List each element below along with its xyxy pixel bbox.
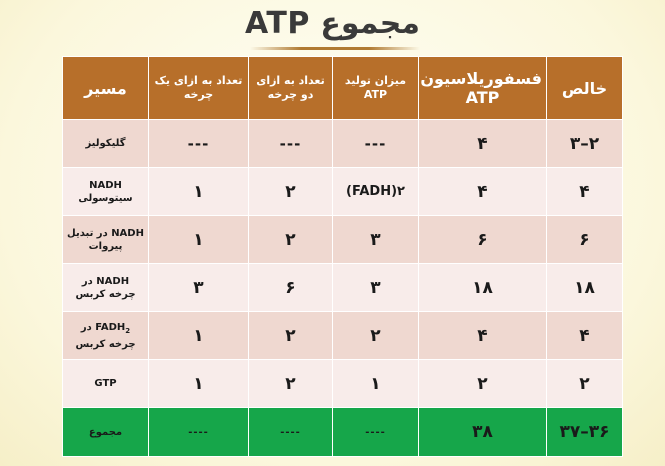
header-per-two-cycles: تعداد به ازای دو چرخه — [249, 57, 333, 120]
cell-phosphorylation: ۲ — [419, 360, 547, 408]
cell-production: ۳ — [333, 264, 419, 312]
total-production: ---- — [333, 408, 419, 457]
cell-production: ۲ — [333, 312, 419, 360]
table-row — [63, 360, 623, 408]
table-row — [63, 216, 623, 264]
total-per-one-cycle: ---- — [149, 408, 249, 457]
slide-title: مجموع ATP — [245, 6, 420, 41]
cell-phosphorylation: ۴ — [419, 120, 547, 168]
cell-production: ۳ — [333, 216, 419, 264]
cell-per-one-cycle: ۳ — [149, 264, 249, 312]
cell-phosphorylation: ۴ — [419, 168, 547, 216]
cell-production: ۱ — [333, 360, 419, 408]
cell-path — [63, 312, 149, 360]
cell-phosphorylation: ۱۸ — [419, 264, 547, 312]
cell-path: NADH در تبدیل پیروات — [63, 216, 149, 264]
total-path: مجموع — [63, 408, 149, 457]
total-per-two-cycles: ---- — [249, 408, 333, 457]
cell-phosphorylation: ۶ — [419, 216, 547, 264]
cell-net: ۴ — [547, 312, 623, 360]
cell-net: ۶ — [547, 216, 623, 264]
cell-net: ۴ — [547, 168, 623, 216]
cell-path: NADH در چرخه کربس — [63, 264, 149, 312]
cell-per-one-cycle: ۱ — [149, 312, 249, 360]
cell-per-one-cycle: ۱ — [149, 360, 249, 408]
cell-path: GTP — [63, 360, 149, 408]
table-row — [63, 264, 623, 312]
cell-production: ۲(FADH) — [333, 168, 419, 216]
total-phosphorylation: ۳۸ — [419, 408, 547, 457]
table-row — [63, 168, 623, 216]
cell-per-two-cycles: --- — [249, 120, 333, 168]
table-total-row — [63, 408, 623, 457]
cell-path: گلیکولیز — [63, 120, 149, 168]
total-net: ۳۶–۳۷ — [547, 408, 623, 457]
cell-net: ۲–۳ — [547, 120, 623, 168]
cell-per-two-cycles: ۲ — [249, 312, 333, 360]
path-rest: در چرخه کربس — [75, 321, 136, 350]
atp-summary-table — [62, 56, 623, 457]
header-production: میزان تولید ATP — [333, 57, 419, 120]
cell-per-one-cycle: --- — [149, 120, 249, 168]
table-row — [63, 120, 623, 168]
cell-phosphorylation: ۴ — [419, 312, 547, 360]
header-per-one-cycle: تعداد به ازای یک چرخه — [149, 57, 249, 120]
table-row — [63, 312, 623, 360]
cell-path: NADH سیتوسولی — [63, 168, 149, 216]
cell-per-two-cycles: ۲ — [249, 216, 333, 264]
cell-per-two-cycles: ۶ — [249, 264, 333, 312]
header-net: خالص — [547, 57, 623, 120]
cell-net: ۲ — [547, 360, 623, 408]
cell-per-two-cycles: ۲ — [249, 360, 333, 408]
cell-per-one-cycle: ۱ — [149, 216, 249, 264]
cell-per-one-cycle: ۱ — [149, 168, 249, 216]
fadh-label: $FADH_2$ — [95, 321, 131, 335]
title-underline — [250, 47, 420, 50]
cell-net: ۱۸ — [547, 264, 623, 312]
cell-production: --- — [333, 120, 419, 168]
cell-per-two-cycles: ۲ — [249, 168, 333, 216]
table-header-row — [63, 57, 623, 120]
header-path: مسیر — [63, 57, 149, 120]
header-phosphorylation: فسفوریلاسیون ATP — [419, 57, 547, 120]
